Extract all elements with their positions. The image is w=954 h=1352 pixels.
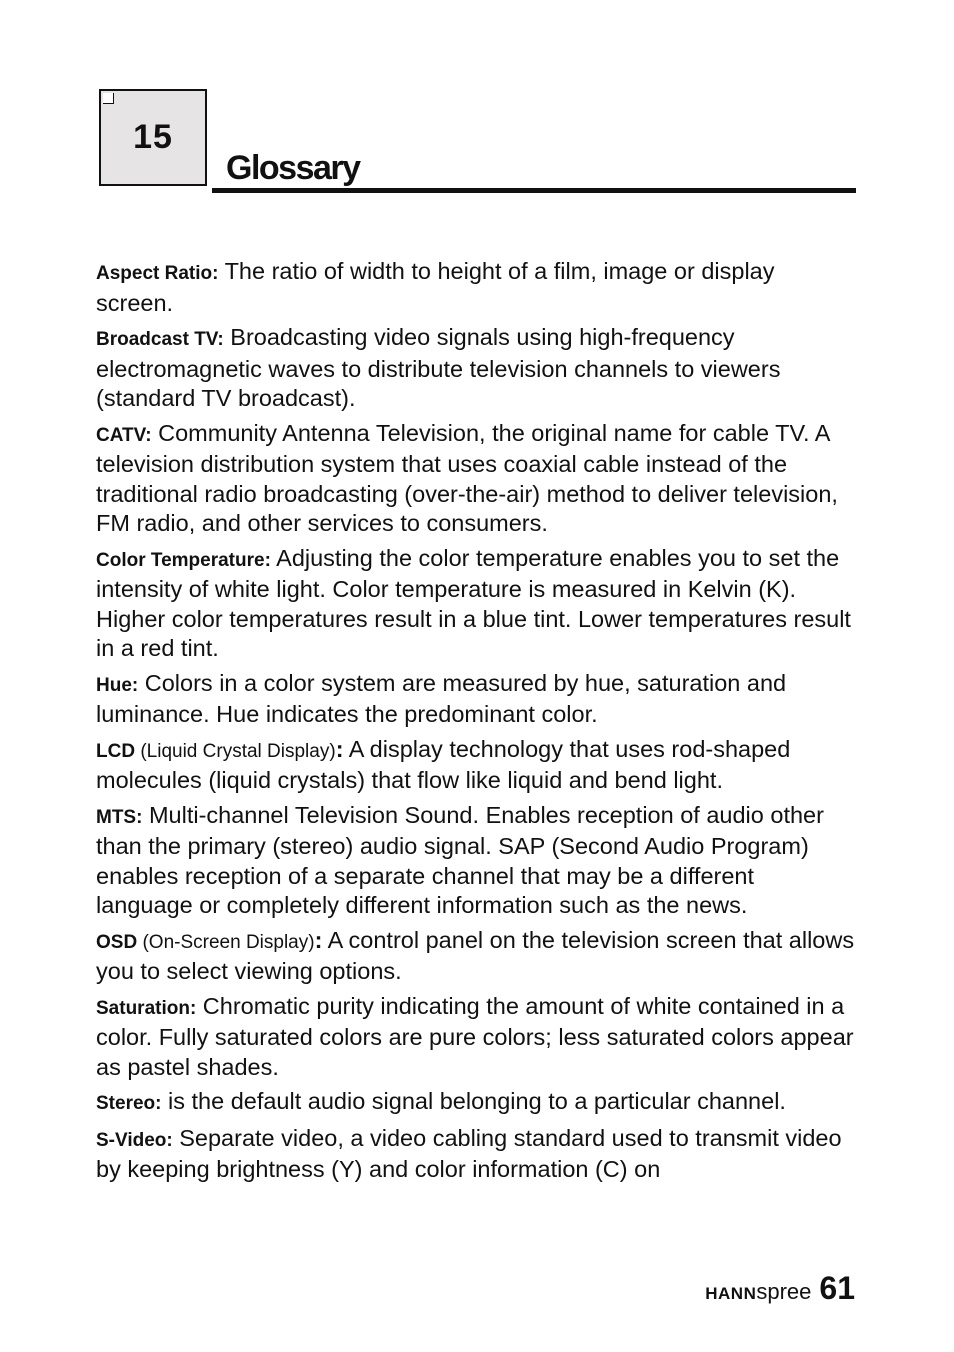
glossary-definition: A display technology that uses rod-shaped molecules (liquid crystals) that flow like liquid and bend light. xyxy=(96,735,791,793)
glossary-entry-catv xyxy=(96,419,856,539)
glossary-term: Aspect Ratio: xyxy=(96,263,219,284)
glossary-entry-hue xyxy=(96,669,856,730)
chapter-number-box xyxy=(99,89,207,186)
glossary-entry-lcd xyxy=(96,735,856,796)
glossary-definition: is the default audio signal belonging to a particular channel. xyxy=(161,1088,786,1114)
glossary-term: OSD xyxy=(96,931,138,953)
glossary-term-colon: : xyxy=(314,926,323,953)
brand-logo-spree: spree xyxy=(756,1279,812,1304)
glossary-entry-color-temperature xyxy=(96,544,856,664)
title-underline xyxy=(212,188,856,193)
page-footer xyxy=(705,1270,855,1307)
glossary-term: Color Temperature: xyxy=(96,549,271,571)
glossary-definition: Community Antenna Television, the original name for cable TV. A television distribution system that uses coaxial cable instead of the traditional radio broadcasting (over-the-air) method to deliver television, FM radio, and other services to consumers. xyxy=(96,419,838,536)
glossary-term: CATV: xyxy=(96,424,152,446)
glossary-entry-osd xyxy=(96,926,856,987)
glossary-entry-stereo xyxy=(96,1087,856,1119)
glossary-entry-mts xyxy=(96,801,856,921)
glossary-term: Saturation: xyxy=(96,997,197,1019)
glossary-definition: Adjusting the color temperature enables you to set the intensity of white light. Color temperature is measured in Kelvin (K). Higher color temperatures result in a blue tint. Lower temperatures result in a red tint. xyxy=(96,544,851,661)
glossary-definition: Multi-channel Television Sound. Enables reception of audio other than the primary (stereo) audio signal. SAP (Second Audio Program) enables reception of a separate channel that may be a different language or completely different information such as the news. xyxy=(96,801,824,918)
glossary-definition: Separate video, a video cabling standard used to transmit video by keeping brightness (Y) and color information (C) on xyxy=(96,1124,842,1182)
glossary-definition: A control panel on the television screen that allows you to select viewing options. xyxy=(96,926,855,984)
glossary-term: MTS: xyxy=(96,806,143,828)
glossary-entry-broadcast-tv xyxy=(96,323,856,414)
glossary-entry-saturation xyxy=(96,992,856,1083)
brand-logo-hann: HANN xyxy=(705,1284,757,1303)
page-number: 61 xyxy=(819,1270,855,1306)
glossary-definition: Colors in a color system are measured by hue, saturation and luminance. Hue indicates the predominant color. xyxy=(96,669,787,727)
glossary-definition: Chromatic purity indicating the amount of white contained in a color. Fully saturated colors are pure colors; less saturated colors appear as pastel shades. xyxy=(96,992,854,1080)
glossary-definition: The ratio of width to height of a film, image or display screen. xyxy=(96,258,775,316)
glossary-term-colon: : xyxy=(335,735,344,762)
glossary-entry-aspect-ratio xyxy=(96,257,856,318)
chapter-number: 15 xyxy=(133,118,173,156)
glossary-term-expansion: (On-Screen Display) xyxy=(137,931,315,953)
glossary-term: S-Video: xyxy=(96,1129,173,1151)
glossary-term-expansion: (Liquid Crystal Display) xyxy=(135,740,336,762)
glossary-definition: Broadcasting video signals using high-frequency electromagnetic waves to distribute television channels to viewers (standard TV broadcast). xyxy=(96,324,781,411)
glossary-term: Stereo: xyxy=(96,1093,162,1114)
page-title: Glossary xyxy=(226,149,360,187)
glossary-term: Hue: xyxy=(96,674,139,696)
glossary-list xyxy=(96,257,856,1190)
glossary-term: Broadcast TV: xyxy=(96,329,224,350)
glossary-term: LCD xyxy=(96,740,136,762)
glossary-entry-s-video xyxy=(96,1124,856,1185)
